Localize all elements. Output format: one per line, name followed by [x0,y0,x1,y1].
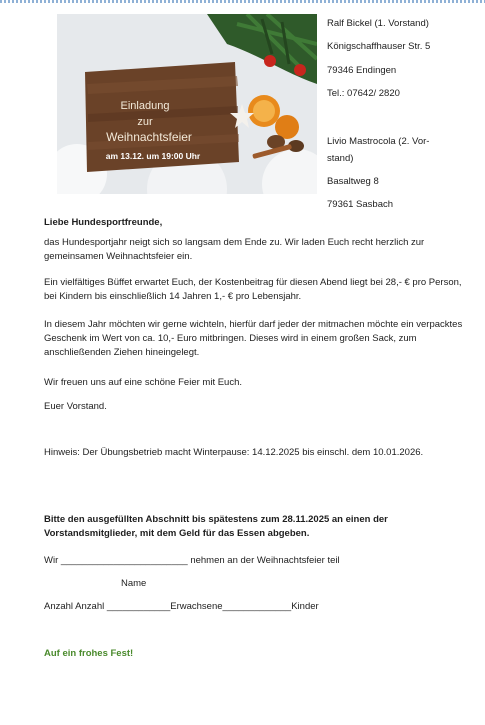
contact2-name: Livio Mastrocola (2. Vor- [327,136,430,147]
contact1-name: Ralf Bickel (1. Vorstand) [327,18,429,29]
paragraph-closing: Wir freuen uns auf eine schöne Feier mit Euch. [44,377,243,388]
signoff: Euer Vorstand. [44,401,107,412]
image-title-line1: Einladung [120,100,170,112]
contact2-street: Basaltweg 8 [327,176,379,187]
contact1-city: 79346 Endingen [327,65,397,76]
invitation-illustration [57,14,317,194]
contact1-street: Königschaffhauser Str. 5 [327,41,431,52]
page-top-border [0,0,485,3]
closing-wish: Auf ein frohes Fest! [44,648,134,659]
form-line-count[interactable]: Anzahl Anzahl ____________Erwachsene_____________Kinder [44,601,319,612]
paragraph-intro: das Hundesportjahr neigt sich so langsam dem Ende zu. Wir laden Euch recht herzlich zur gemeinsamen Weihnachtsfeier ein. [44,237,425,262]
christmas-invitation-image [57,14,317,194]
paragraph-wichteln: In diesem Jahr möchten wir gerne wichteln, hierfür darf jeder der mitmachen möchte ein verpacktes Geschenk im Wert von ca. 10,- Euro mitbringen. Dieses wird in einem großen Sack, zum anschließenden Ziehen hineingelegt. [44,319,463,358]
image-title-line2: zur [137,116,153,128]
form-line-participants[interactable]: Wir ________________________ nehmen an der Weihnachtsfeier teil [44,555,340,566]
paragraph-buffet: Ein vielfältiges Büffet erwartet Euch, der Kostenbeitrag für diesen Abend liegt bei 28,- € pro Person, bei Kindern bis einschließlich 14 Jahren 1,- € pro Lebensjahr. [44,277,462,302]
contact2-city: 79361 Sasbach [327,199,394,210]
form-instruction: Bitte den ausgefüllten Abschnitt bis spätestens zum 28.11.2025 an einen der Vorstandsmitglieder, mit dem Geld für das Essen abgeben. [44,514,388,539]
winter-break-notice: Hinweis: Der Übungsbetrieb macht Winterpause: 14.12.2025 bis einschl. dem 10.01.2026. [44,447,424,458]
contact2-name-cont: stand) [327,153,354,164]
greeting: Liebe Hundesportfreunde, [44,217,163,228]
contact1-phone: Tel.: 07642/ 2820 [327,88,400,99]
image-date: am 13.12. um 19:00 Uhr [105,151,201,161]
image-title-line3: Weihnachtsfeier [106,130,192,144]
form-name-label: Name [121,578,147,589]
